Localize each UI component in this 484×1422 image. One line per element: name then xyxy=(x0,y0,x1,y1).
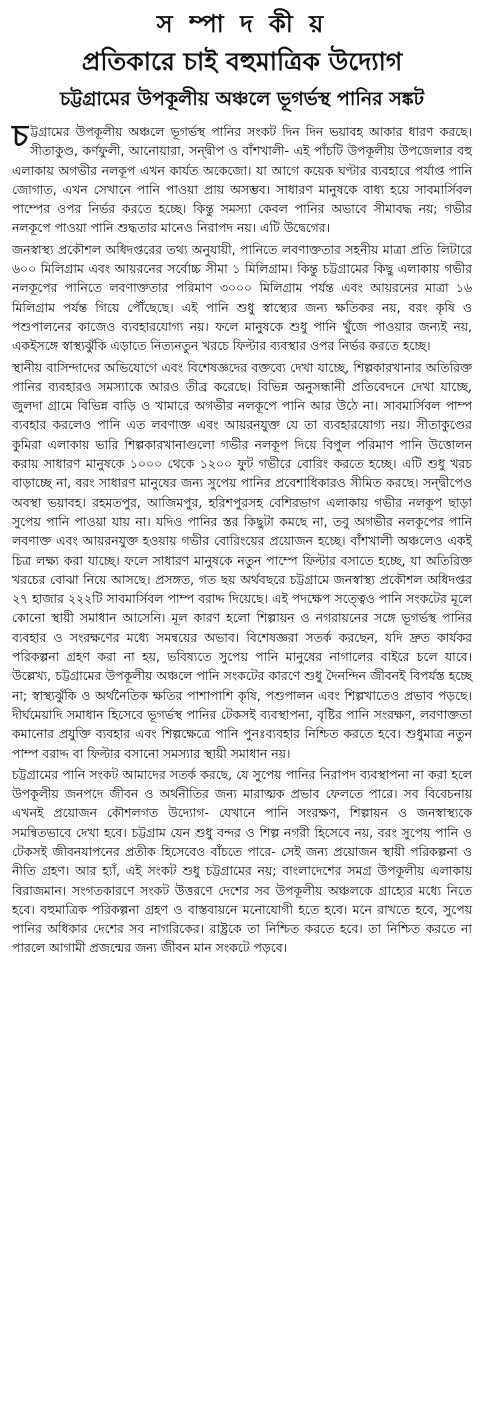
drop-cap: চ xyxy=(12,119,29,154)
article-body xyxy=(12,119,472,958)
section-label: স ম্পা দ কী য় xyxy=(156,10,328,38)
subheadline: চট্টগ্রামের উপকূলীয় অঞ্চলে ভূগর্ভস্থ পানির সঙ্কট xyxy=(59,88,425,110)
headline: প্রতিকারে চাই বহুমাত্রিক উদ্যোগ xyxy=(81,47,403,76)
article-paragraph-3: স্থানীয় বাসিন্দাদের অভিযোগে এবং বিশেষজ্ঞদের বক্তব্যে দেখা যাচ্ছে, শিল্পকারখানার অতিরিক্ত পানির ব্যবহারও সমস্যাকে আরও তীব্র করেছে। বিভিন্ন অনুসন্ধানী প্রতিবেদনে দেখা যাচ্ছে, জুলদা গ্রামে বিভিন্ন বাড়ি ও খামারে অগভীর নলকূপে পানি আর উঠে না। সাবমার্সিবল পাম্প ব্যবহার করলেও পানি এত লবণাক্ত এবং আয়রনযুক্ত যে তা ব্যবহারযোগ্য নয়। সীতাকুণ্ডের কুমিরা এলাকায় ভারি শিল্পকারখানাগুলো গভীর নলকূপ দিয়ে বিপুল পরিমাণ পানি উত্তোলন করায় সাধারণ মানুষকে ১০০০ থেকে ১২০০ ফুট গভীরে বোরিং করতে হচ্ছে। এটি শুধু খরচ বাড়াচ্ছে না, বরং সাধারণ মানুষের জন্য সুপেয় পানির প্রবেশাধিকারও সীমিত করছে। সন্দ্বীপেও অবস্থা ভয়াবহ। রহমতপুর, আজিমপুর, হরিশপুরসহ বেশিরভাগ এলাকায় গভীর নলকূপ ছাড়া সুপেয় পানি পাওয়া যায় না। যদিও পানির স্তর কিছুটা কমছে না, তবু অগভীর নলকূপের পানি লবণাক্ত এবং আয়রনযুক্ত হওয়ায় গভীর বোরিংয়ের প্রয়োজন হচ্ছে। বাঁশখালী অঞ্চলেও একই চিত্র লক্ষ্য করা যাচ্ছে। ফলে সাধারণ মানুষকে নতুন পাম্পে ফিল্টার বসাতে হচ্ছে, যা অতিরিক্ত খরচের বোঝা নিয়ে আসছে। প্রসঙ্গত, গত ছয় অর্থবছরে চট্টগ্রামে জনস্বাস্থ্য প্রকৌশল অধিদপ্তর ২৭ হাজার ২২২টি সাবমার্সিবল পাম্প বরাদ্দ দিয়েছে। এই পদক্ষেপ সত্ত্বেও পানি সংকটের মূলে কোনো স্থায়ী সমাধান আসেনি। মূল কারণ হলো শিল্পায়ন ও নগরায়নের সঙ্গে ভূগর্ভস্থ পানির ব্যবহার ও সংরক্ষণের মধ্যে সমন্বয়ের অভাব। বিশেষজ্ঞরা সতর্ক করছেন, যদি দ্রুত কার্যকর পরিকল্পনা গ্রহণ করা না হয়, ভবিষ্যতে সুপেয় পানি মানুষের নাগালের বাইরে চলে যাবে। উল্লেখ্য, চট্টগ্রামের উপকূলীয় অঞ্চলে পানি সংকটের কারণে শুধু দৈনন্দিন জীবনই বিপর্যস্ত হচ্ছে না; স্বাস্থ্যঝুঁকি ও অর্থনৈতিক ক্ষতির পাশাপাশি কৃষি, পশুপালন এবং শিল্পখাতেও প্রভাব পড়ছে। দীর্ঘমেয়াদি সমাধান হিসেবে ভূগর্ভস্থ পানির টেকসই ব্যবস্থাপনা, বৃষ্টির পানি সংরক্ষণ, লবণাক্ততা কমানোর প্রযুক্তি ব্যবহার এবং শিল্পক্ষেত্রে পানি পুনঃব্যবহার নিশ্চিত করতে হবে। শুধুমাত্র নতুন পাম্প বরাদ্দ বা ফিল্টার বসানো সমস্যার স্থায়ী সমাধান নয়। xyxy=(12,359,472,761)
article-paragraph-4: চট্টগ্রামের পানি সংকট আমাদের সতর্ক করছে, যে সুপেয় পানির নিরাপদ ব্যবস্থাপনা না করা হলে উপকূলীয় জনপদে জীবন ও অর্থনীতির জন্য মারাত্মক প্রভাব ফেলতে পারে। সব বিবেচনায় এখনই প্রয়োজন কৌশলগত উদ্যোগ- যেখানে পানি সংরক্ষণ, শিল্পায়ন ও জনস্বাস্থ্যকে সমন্বিতভাবে দেখা হবে। চট্টগ্রাম যেন শুধু বন্দর ও শিল্প নগরী হিসেবে নয়, বরং সুপেয় পানি ও টেকসই জীবনযাপনের প্রতীক হিসেবেও বাঁচতে পারে- সেই জন্য প্রয়োজন স্থায়ী পরিকল্পনা ও নীতি গ্রহণ। আর হ্যাঁ, এই সংকট শুধু চট্টগ্রামের নয়; বাংলাদেশের সমগ্র উপকূলীয় এলাকায় বিরাজমান। সংগতকারণে সংকট উত্তরণে দেশের সব উপকূলীয় অঞ্চলকে গ্রাহ্যের মধ্যে নিতে হবে। বহুমাত্রিক পরিকল্পনা গ্রহণ ও বাস্তবায়নে মনোযোগী হতে হবে। মনে রাখতে হবে, সুপেয় পানির অধিকার দেশের সব নাগরিকের। রাষ্ট্রকে তা নিশ্চিত করতে হবে। তা নিশ্চিত করতে না পারলে আগামী প্রজন্মের জন্য জীবন মান সংকটে পড়বে। xyxy=(12,766,472,956)
article-paragraph-2: জনস্বাস্থ্য প্রকৌশল অধিদপ্তরের তথ্য অনুযায়ী, পানিতে লবণাক্ততার সহনীয় মাত্রা প্রতি লিটারে ৬০০ মিলিগ্রাম এবং আয়রনের সর্বোচ্চ সীমা ১ মিলিগ্রাম। কিন্তু চট্টগ্রামের কিছু এলাকায় গভীর নলকূপের পানিতে লবণাক্ততার পরিমাণ ৩০০০ মিলিগ্রাম পর্যন্ত এবং আয়রনের মাত্রা ১৬ মিলিগ্রাম পর্যন্ত গিয়ে পৌঁছেছে। এই পানি শুধু স্বাস্থ্যের জন্য ক্ষতিকর নয়, বরং কৃষি ও পশুপালনের কাজেও ব্যবহারযোগ্য নয়। ফলে মানুষকে শুধু পানি খুঁজে পাওয়ার জন্যই নয়, একইসঙ্গে স্বাস্থ্যঝুঁকি এড়াতে নিত্যনতুন খরচে ফিল্টার ব্যবস্থার ওপর নির্ভর করতে হচ্ছে। xyxy=(12,241,472,354)
paragraph-text: ট্টগ্রামের উপকূলীয় অঞ্চলে ভূগর্ভস্থ পানির সংকট দিন দিন ভয়াবহ আকার ধারণ করছে। সীতাকুণ্ড, কর্ণফুলী, আনোয়ারা, সন্দ্বীপ ও বাঁশখালী- এই পাঁচটি উপকূলীয় উপজেলার বহু এলাকায় অগভীর নলকূপ এখন কার্যত অকেজো। যা আগে কয়েক ঘণ্টার ব্যবহারে পর্যাপ্ত পানি জোগাত, এখন সেখানে পানি পাওয়া প্রায় অসম্ভব। সাধারণ মানুষকে বাধ্য হয়ে সাবমার্সিবল পাম্পের ওপর নির্ভর করতে হচ্ছে। কিন্তু সমস্যা কেবল পানির অভাবে সীমাবদ্ধ নয়; গভীর নলকূপে পাওয়া পানি শুদ্ধতার মানেও নিরাপদ নয়। এটি উদ্বেগের। xyxy=(12,124,472,236)
article-paragraph-1 xyxy=(12,119,472,238)
